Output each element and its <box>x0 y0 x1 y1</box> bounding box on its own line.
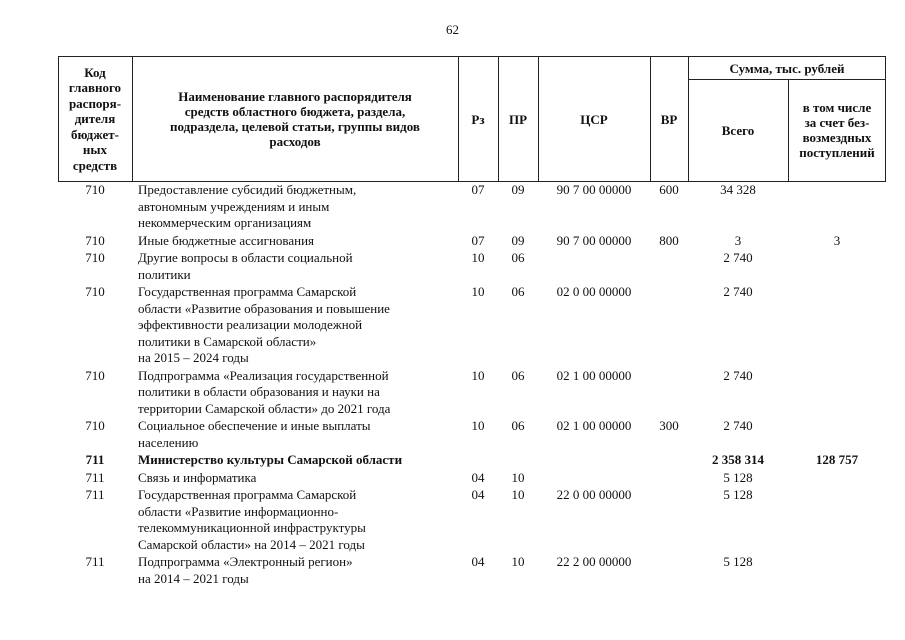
table-row <box>58 554 886 588</box>
cell-code: 710 <box>85 182 105 197</box>
cell-vr: 300 <box>659 418 679 433</box>
header-total: Всего <box>721 122 755 138</box>
cell-name: Иные бюджетные ассигнования <box>138 232 315 248</box>
cell-total: 2 740 <box>723 367 753 383</box>
cell-pr: 10 <box>511 487 525 502</box>
cell-code: 711 <box>85 469 105 485</box>
cell-rz: 10 <box>471 418 485 433</box>
cell-code: 710 <box>85 367 105 383</box>
cell-code: 711 <box>85 487 105 502</box>
table-row <box>58 182 886 233</box>
cell-code: 710 <box>85 250 105 265</box>
table-row <box>58 368 886 419</box>
table-row <box>58 233 886 251</box>
header-divider <box>885 57 886 181</box>
cell-code: 710 <box>85 232 105 248</box>
cell-code: 710 <box>85 284 105 299</box>
cell-total: 5 128 <box>723 554 753 569</box>
cell-csr: 02 0 00 00000 <box>556 284 632 299</box>
table-row <box>58 418 886 452</box>
header-divider <box>132 57 133 181</box>
header-csr: ЦСР <box>580 111 608 127</box>
table-header <box>58 56 886 182</box>
cell-total: 5 128 <box>723 469 753 485</box>
cell-vr: 600 <box>659 182 679 197</box>
cell-total: 5 128 <box>723 487 753 502</box>
cell-rz: 04 <box>471 487 485 502</box>
cell-name: Подпрограмма «Электронный регион» на 2014 – 2021 годы <box>138 554 353 586</box>
cell-name: Другие вопросы в области социальной политики <box>138 250 353 282</box>
header-code: Код главного распоря- дителя бюджет- ных средств <box>68 64 122 173</box>
cell-pr: 06 <box>511 418 525 433</box>
table-row <box>58 250 886 284</box>
cell-name: Связь и информатика <box>138 469 257 485</box>
table-row <box>58 470 886 488</box>
header-divider <box>788 79 789 181</box>
header-divider <box>650 57 651 181</box>
cell-csr: 90 7 00 00000 <box>556 182 632 197</box>
header-name: Наименование главного распорядителя средств областного бюджета, раздела, подраздела, целевой статьи, группы видов расходов <box>170 89 420 149</box>
cell-rz: 04 <box>471 554 485 569</box>
header-vr: ВР <box>660 111 678 127</box>
cell-total: 2 740 <box>723 250 753 265</box>
cell-pr: 06 <box>511 284 525 299</box>
cell-pr: 10 <box>511 469 525 485</box>
header-rz: Рз <box>471 111 485 127</box>
header-divider <box>688 57 689 181</box>
cell-name: Государственная программа Самарской области «Развитие образования и повышение эффективности реализации молодежной политики в Самарской области» на 2015 – 2024 годы <box>138 284 390 365</box>
header-pr: ПР <box>508 111 528 127</box>
cell-csr: 22 0 00 00000 <box>556 487 632 502</box>
cell-rz: 10 <box>471 284 485 299</box>
header-divider <box>688 79 886 80</box>
header-divider <box>498 57 499 181</box>
cell-name: Подпрограмма «Реализация государственной политики в области образования и науки на территории Самарской области» до 2021 года <box>138 367 391 416</box>
header-grants: в том числе за счет без- возмездных поступлений <box>799 100 875 160</box>
cell-pr: 09 <box>511 182 525 197</box>
cell-vr: 800 <box>659 232 679 248</box>
cell-rz: 07 <box>471 182 485 197</box>
header-divider <box>58 57 59 181</box>
cell-total: 3 <box>734 232 742 248</box>
cell-total: 34 328 <box>720 182 756 197</box>
header-divider <box>538 57 539 181</box>
table-row <box>58 487 886 554</box>
cell-csr: 90 7 00 00000 <box>556 232 632 248</box>
table-row <box>58 284 886 368</box>
cell-grants: 3 <box>833 232 841 248</box>
cell-rz: 04 <box>471 469 485 485</box>
cell-total: 2 358 314 <box>712 452 764 467</box>
cell-pr: 09 <box>511 232 525 248</box>
cell-pr: 06 <box>511 250 525 265</box>
cell-total: 2 740 <box>723 284 753 299</box>
cell-name: Государственная программа Самарской области «Развитие информационно- телекоммуникационной инфраструктуры Самарской области» на 2014 – 2021 годы <box>138 487 366 552</box>
cell-pr: 10 <box>511 554 525 569</box>
header-divider <box>458 57 459 181</box>
cell-rz: 10 <box>471 250 485 265</box>
header-sum: Сумма, тыс. рублей <box>729 60 845 76</box>
cell-pr: 06 <box>511 367 525 383</box>
cell-total: 2 740 <box>723 418 753 433</box>
cell-rz: 07 <box>471 232 485 248</box>
cell-name: Министерство культуры Самарской области <box>138 452 403 467</box>
cell-csr: 02 1 00 00000 <box>556 418 632 433</box>
cell-rz: 10 <box>471 367 485 383</box>
table-body <box>58 182 886 588</box>
cell-grants: 128 757 <box>815 452 859 467</box>
page-number: 62 <box>446 22 459 37</box>
cell-code: 711 <box>85 554 105 569</box>
cell-csr: 22 2 00 00000 <box>556 554 632 569</box>
table-row <box>58 452 886 470</box>
cell-name: Предоставление субсидий бюджетным, автономным учреждениям и иным некоммерческим организациям <box>138 182 357 230</box>
cell-code: 711 <box>85 452 105 467</box>
cell-csr: 02 1 00 00000 <box>556 367 632 383</box>
cell-code: 710 <box>85 418 105 433</box>
cell-name: Социальное обеспечение и иные выплаты населению <box>138 418 371 450</box>
